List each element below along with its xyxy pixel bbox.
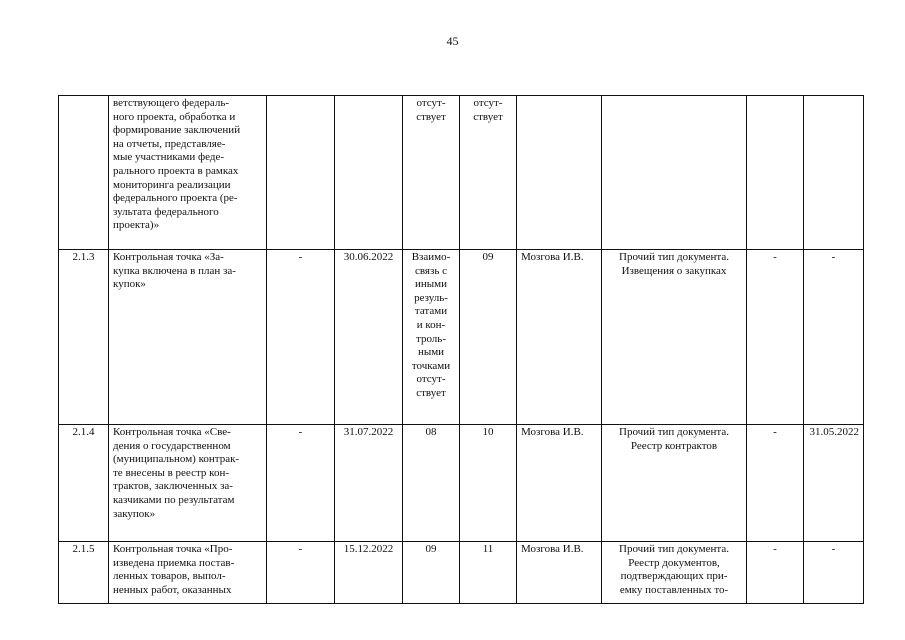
start-date-cell: -: [267, 542, 335, 604]
control-points-table: [58, 95, 864, 604]
responsible-cell: Мозгова И.В.: [517, 250, 602, 425]
start-date-cell: -: [267, 250, 335, 425]
start-date-cell: -: [267, 425, 335, 542]
row-number: 2.1.4: [59, 425, 109, 542]
fact-date-cell: -: [804, 542, 864, 604]
name-text: Контрольная точка «Про- изведена приемка постав- ленных товаров, выпол- ненных работ, оказанных: [113, 543, 235, 596]
successor-cell: отсут- ствует: [460, 96, 517, 250]
fact-date-cell: -: [804, 250, 864, 425]
predecessor-cell: 08: [403, 425, 460, 542]
table-row: [59, 425, 864, 542]
document-cell: Прочий тип документа. Реестр документов, подтверждающих при- емку поставленных то-: [602, 542, 747, 604]
document-cell: Прочий тип документа. Реестр контрактов: [602, 425, 747, 542]
level-cell: -: [747, 542, 804, 604]
name-text: Контрольная точка «За- купка включена в план за- купок»: [113, 251, 236, 291]
name-text: Контрольная точка «Све- дения о государственном (муниципальном) контрак- те внесены в реестр кон- трактов, заключенных за- казчиками по результатам закупок»: [113, 426, 240, 520]
end-date-cell: 30.06.2022: [335, 250, 403, 425]
name-text: ветствующего федераль- ного проекта, обработка и формирование заключений на отчеты, представляе- мые участниками феде- рального проекта в рамках мониторинга реализации федерального проекта (ре- зультата федерального проекта)»: [113, 97, 241, 232]
document-cell: Прочий тип документа. Извещения о закупках: [602, 250, 747, 425]
predecessor-cell: 09: [403, 542, 460, 604]
level-cell: [747, 96, 804, 250]
page-number: 45: [446, 34, 459, 48]
end-date-cell: [335, 96, 403, 250]
predecessor-cell: отсут- ствует: [403, 96, 460, 250]
table-row: [59, 250, 864, 425]
responsible-cell: Мозгова И.В.: [517, 542, 602, 604]
successor-cell: 09: [460, 250, 517, 425]
responsible-cell: Мозгова И.В.: [517, 425, 602, 542]
row-name: [109, 542, 267, 604]
row-number: 2.1.3: [59, 250, 109, 425]
row-number: 2.1.5: [59, 542, 109, 604]
row-number: [59, 96, 109, 250]
fact-date-cell: [804, 96, 864, 250]
row-name: [109, 250, 267, 425]
row-name: [109, 96, 267, 250]
successor-cell: 10: [460, 425, 517, 542]
document-cell: [602, 96, 747, 250]
row-name: [109, 425, 267, 542]
level-cell: -: [747, 425, 804, 542]
responsible-cell: [517, 96, 602, 250]
end-date-cell: 31.07.2022: [335, 425, 403, 542]
start-date-cell: [267, 96, 335, 250]
fact-date-cell: 31.05.2022: [804, 425, 864, 542]
end-date-cell: 15.12.2022: [335, 542, 403, 604]
table-row: [59, 96, 864, 250]
predecessor-cell: Взаимо- связь с иными резуль- татами и кон- троль- ными точками отсут- ствует: [403, 250, 460, 425]
table-row: [59, 542, 864, 604]
level-cell: -: [747, 250, 804, 425]
successor-cell: 11: [460, 542, 517, 604]
